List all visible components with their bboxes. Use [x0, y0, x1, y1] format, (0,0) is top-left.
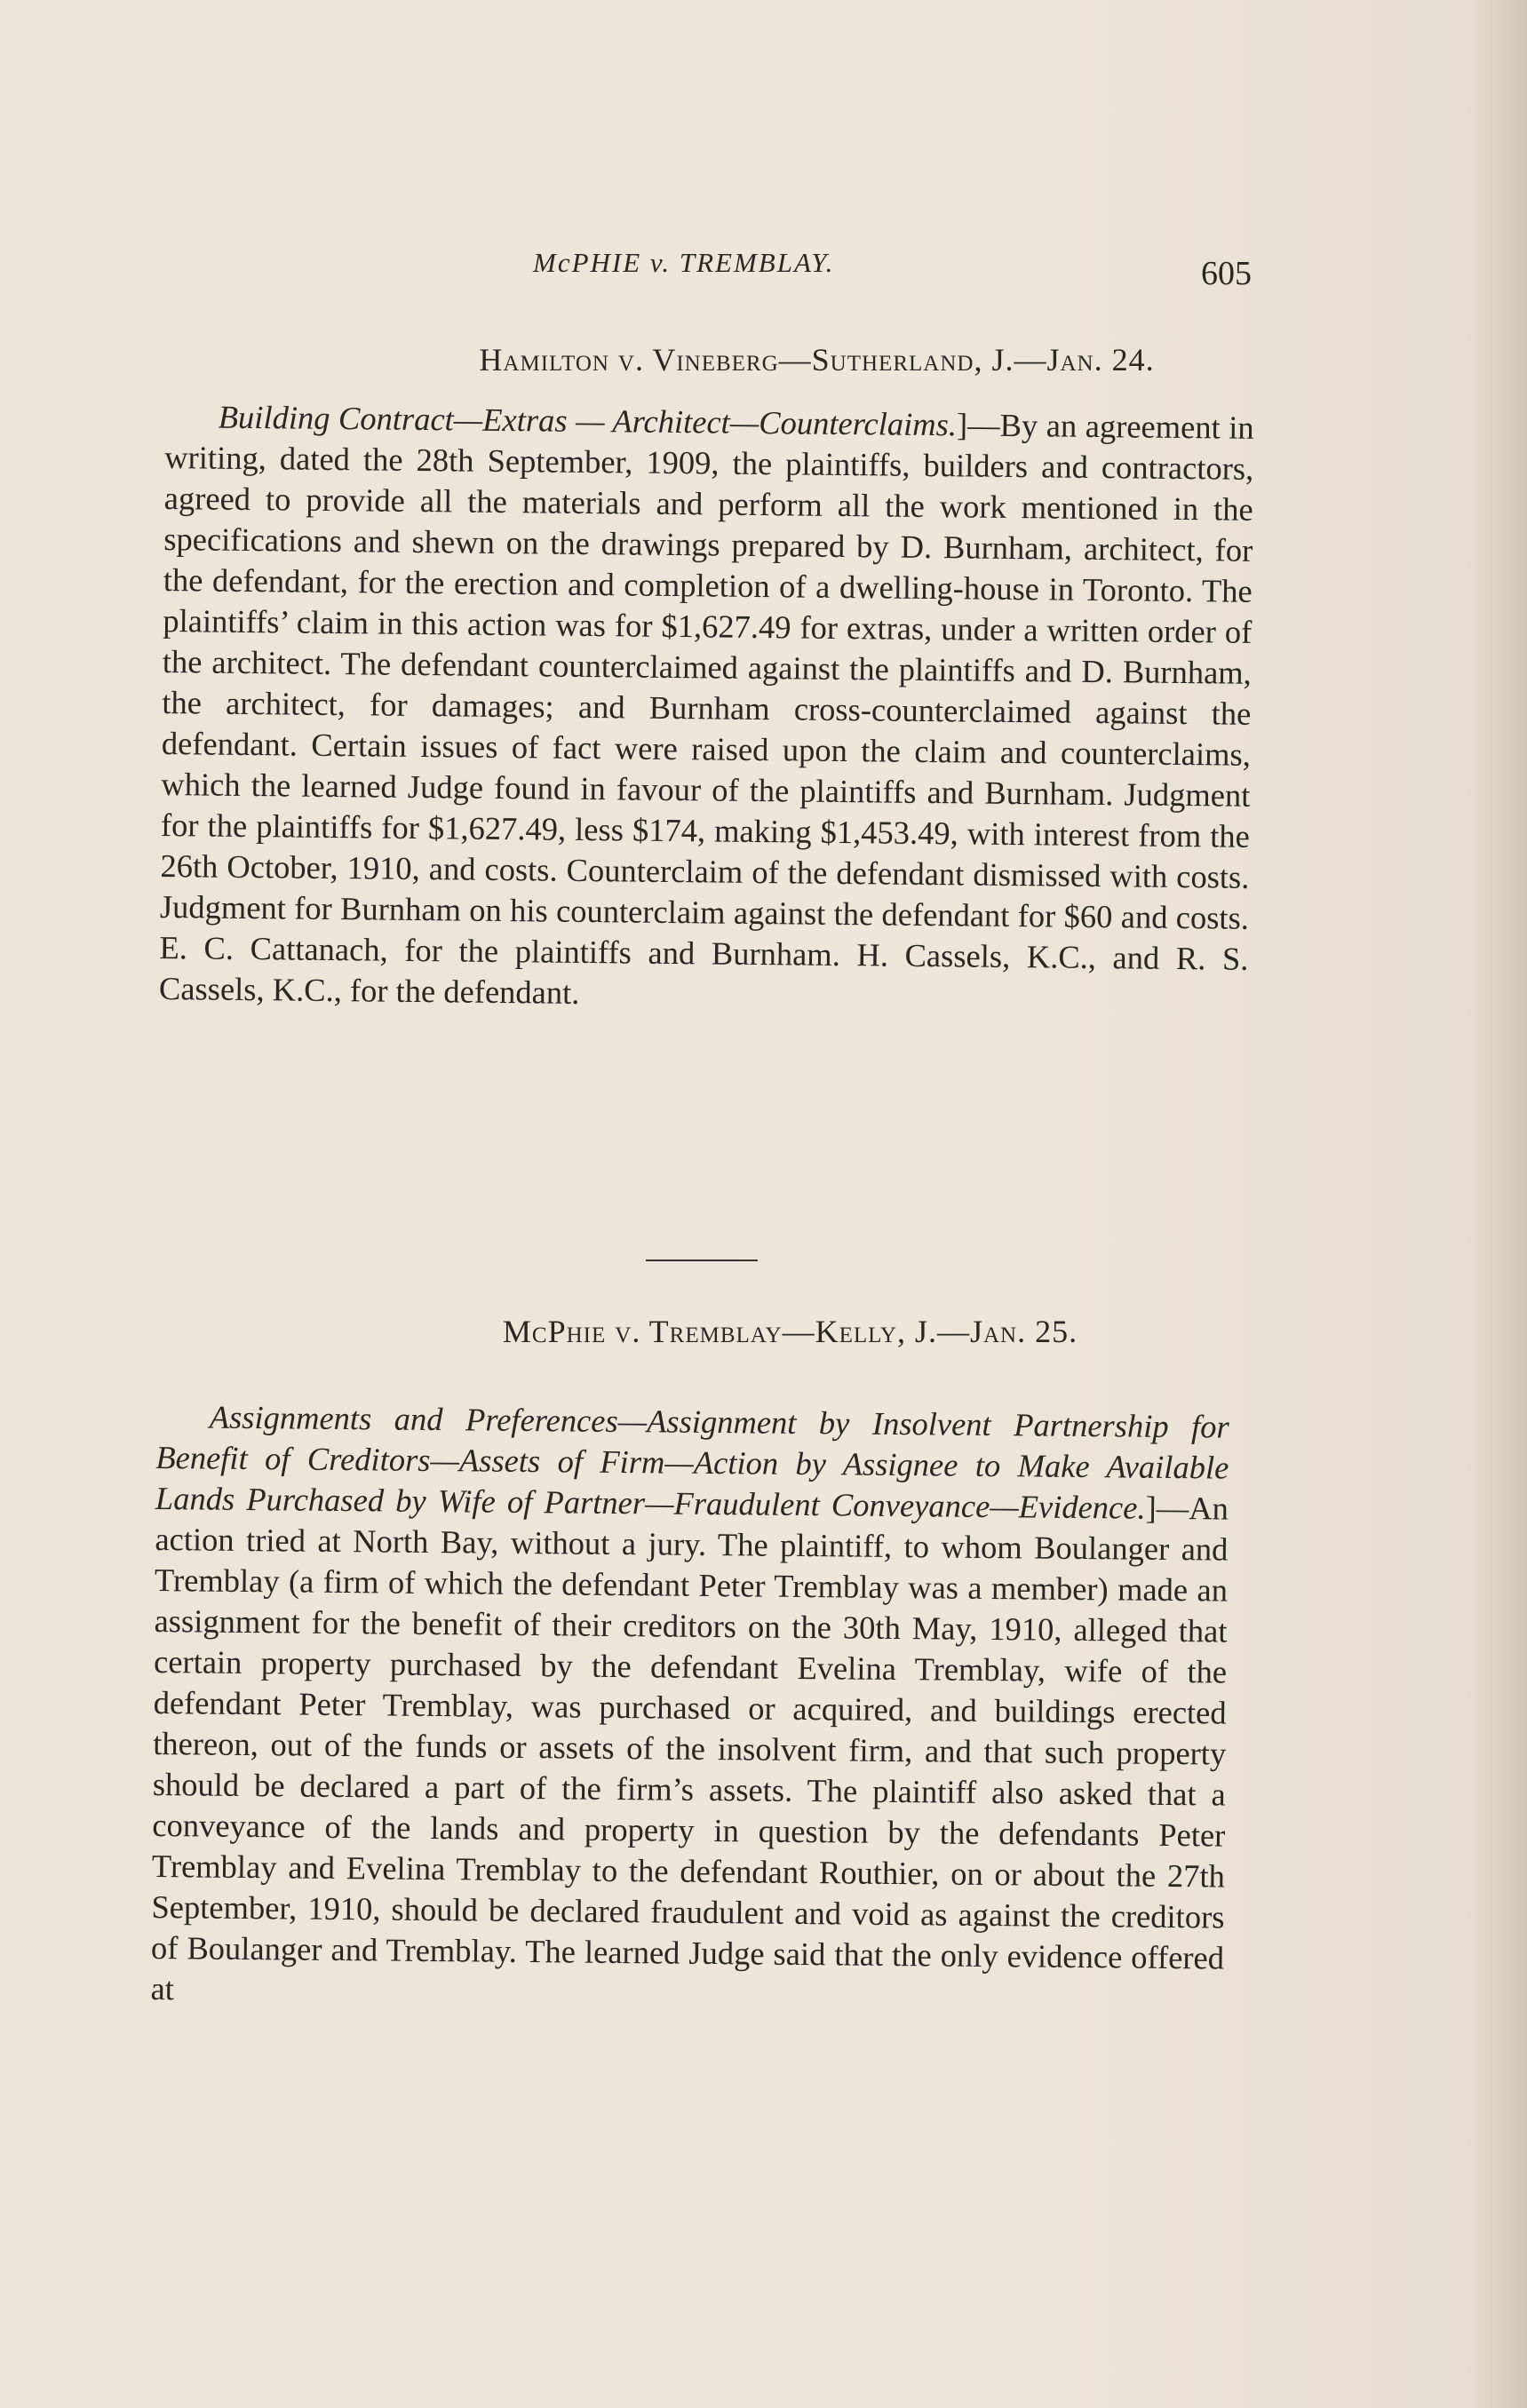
case-paragraph — [159, 396, 1254, 1021]
page-number: 605 — [1201, 255, 1252, 292]
case-text: ]—By an agreement in writing, dated the 28th September, 1909, the plaintiffs, builders and contractors, agreed to provide all the materials and perform all the work mentioned in the specifications and shewn on the drawings prepared by D. Burnham, architect, for the defendant, for the erection and completion of a dwelling-house in Toronto. The plaintiffs’ claim in this action was for $1,627.49 for extras, under a written order of the architect. The defendant counterclaimed against the plaintiffs and D. Burnham, the architect, for damages; and Burnham cross-counterclaimed against the defendant. Certain issues of fact were raised upon the claim and counterclaims, which the learned Judge found in favour of the plaintiffs and Burnham. Judgment for the plaintiffs for $1,627.49, less $174, making $1,453.49, with interest from the 26th October, 1910, and costs. Counterclaim of the defendant dismissed with costs. Judgment for Burnham on his counterclaim against the defendant for $60 and costs. E. C. Cattanach, for the plaintiffs and Burnham. H. Cassels, K.C., and R. S. Cassels, K.C., for the defendant. — [158, 406, 1254, 1011]
case-catchwords: Building Contract—Extras — Architect—Counterclaims. — [218, 398, 958, 443]
case-catchwords: Assignments and Preferences—Assignment by Insolvent Partnership for Benefit of Creditors—Assets of Firm—Action by Assignee to Make Available Lands Purchased by Wife of Partner—Fraudulent Conveyance—Evidence. — [155, 1398, 1229, 1526]
case-heading: Hamilton v. Vineberg—Sutherland, J.—Jan. 24. — [479, 342, 1155, 377]
case-text: ]—An action tried at North Bay, without a jury. The plaintiff, to whom Boulanger and Tremblay (a firm of which the defendant Peter Tremblay was a member) made an assignment for the benefit of their creditors on the 30th May, 1910, alleged that certain property purchased by the defendant Evelina Tremblay, wife of the defendant Peter Tremblay, was purchased or acquired, and buildings erected thereon, out of the funds or assets of the insolvent firm, and that such property should be declared a part of the firm’s assets. The plaintiff also asked that a conveyance of the lands and property in question by the defendants Peter Tremblay and Evelina Tremblay to the defendant Routhier, on or about the 27th September, 1910, should be declared fraudulent and void as against the creditors of Boulanger and Tremblay. The learned Judge said that the only evidence offered at — [150, 1489, 1229, 2007]
case-heading: McPhie v. Tremblay—Kelly, J.—Jan. 25. — [502, 1314, 1078, 1349]
running-title: McPHIE v. TREMBLAY. — [533, 247, 835, 278]
running-head — [0, 238, 1527, 291]
section-divider — [646, 1260, 758, 1261]
case-paragraph — [150, 1396, 1229, 2020]
